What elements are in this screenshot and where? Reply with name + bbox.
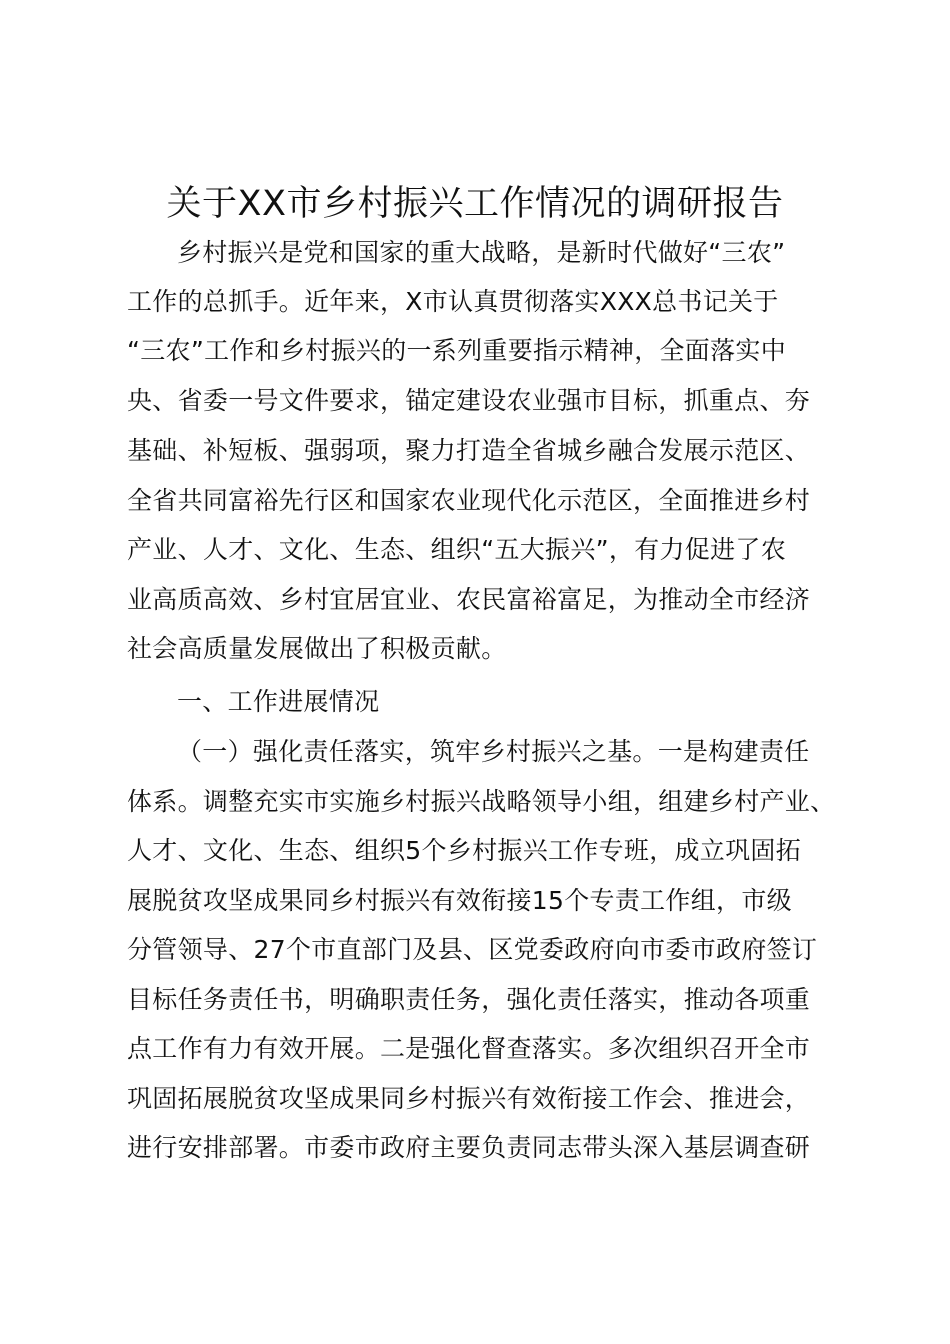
paragraph-line: 全省共同富裕先行区和国家农业现代化示范区，全面推进乡村	[127, 486, 811, 515]
section-heading: 一、工作进展情况	[177, 687, 380, 716]
paragraph-line: 工作的总抓手。近年来，X市认真贯彻落实XXX总书记关于	[127, 287, 779, 316]
paragraph-line: 进行安排部署。市委市政府主要负责同志带头深入基层调查研	[127, 1133, 811, 1162]
paragraph-line: 展脱贫攻坚成果同乡村振兴有效衔接15个专责工作组，市级	[127, 886, 792, 915]
paragraph-line: 产业、人才、文化、生态、组织“五大振兴”，有力促进了农	[127, 535, 787, 564]
paragraph-line: 体系。调整充实市实施乡村振兴战略领导小组，组建乡村产业、	[127, 787, 836, 816]
paragraph-line: 社会高质量发展做出了积极贡献。	[127, 634, 507, 663]
paragraph-line: 点工作有力有效开展。二是强化督查落实。多次组织召开全市	[127, 1034, 811, 1063]
paragraph-line: （一）强化责任落实，筑牢乡村振兴之基。一是构建责任	[177, 737, 810, 766]
paragraph-line: 巩固拓展脱贫攻坚成果同乡村振兴有效衔接工作会、推进会，	[127, 1084, 811, 1113]
paragraph-line: 目标任务责任书，明确职责任务，强化责任落实，推动各项重	[127, 985, 811, 1014]
paragraph-line: “三农”工作和乡村振兴的一系列重要指示精神，全面落实中	[127, 336, 787, 365]
paragraph-line: 分管领导、27个市直部门及县、区党委政府向市委市政府签订	[127, 935, 818, 964]
paragraph-line: 人才、文化、生态、组织5个乡村振兴工作专班，成立巩固拓	[127, 836, 802, 865]
paragraph-line: 业高质高效、乡村宜居宜业、农民富裕富足，为推动全市经济	[127, 585, 811, 614]
paragraph-line: 乡村振兴是党和国家的重大战略，是新时代做好“三农”	[177, 238, 786, 267]
paragraph-line: 央、省委一号文件要求，锚定建设农业强市目标，抓重点、夯	[127, 386, 811, 415]
document-title: 关于XX市乡村振兴工作情况的调研报告	[166, 184, 784, 224]
paragraph-line: 基础、补短板、强弱项，聚力打造全省城乡融合发展示范区、	[127, 436, 811, 465]
